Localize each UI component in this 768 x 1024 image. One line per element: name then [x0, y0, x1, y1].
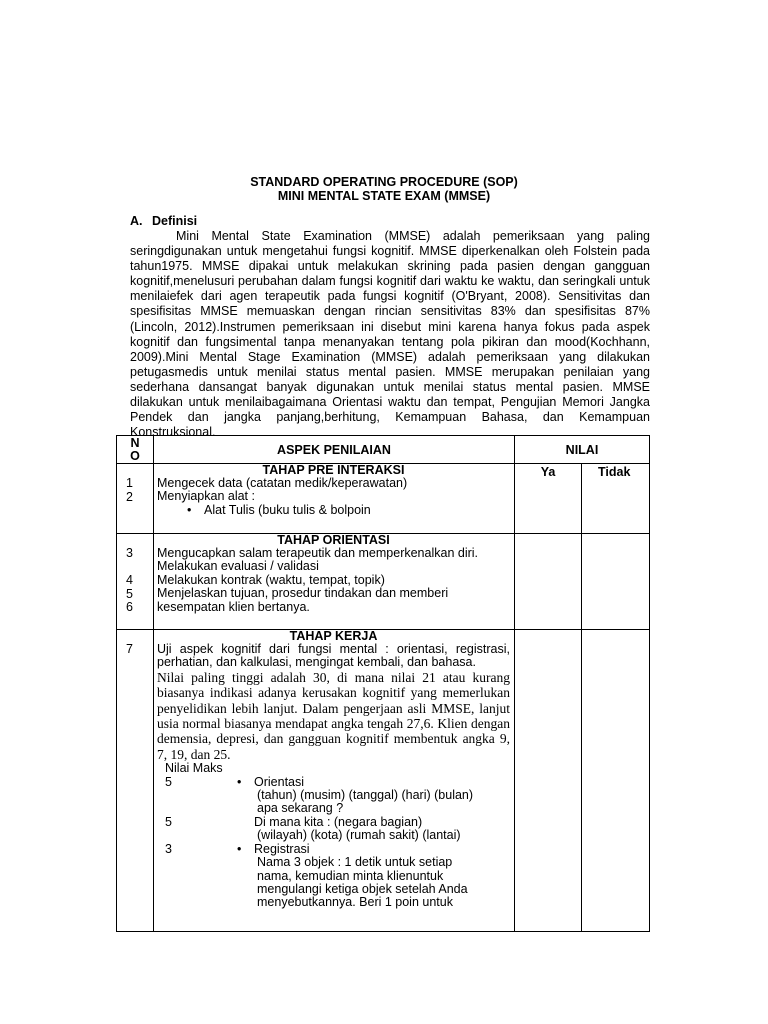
row-content	[154, 534, 515, 630]
row-content	[154, 464, 515, 534]
nilai-ya-cell	[515, 534, 582, 630]
doc-title-line1: STANDARD OPERATING PROCEDURE (SOP)	[250, 175, 518, 189]
nilai-ya-cell	[515, 464, 582, 534]
stage-orientasi: TAHAP ORIENTASI	[277, 533, 390, 547]
definition-paragraph: Mini Mental State Examination (MMSE) adalah pemeriksaan yang paling seringdigunakan untuk mengetahui fungsi kognitif. MMSE diperkenalkan oleh Folstein pada tahun1975. MMSE dipakai untuk melakukan skrining pada pasien dengan gangguan kognitif,menelusuri perubahan dalam fungsi kognitif dari waktu ke waktu, dan seringkali untuk menilaiefek dari agen terapeutik pada fungsi kognitif (O'Bryant, 2008). Sensitivitas dan spesifisitas MMSE memuaskan dengan rincian sensitivitas 83% dan spesifisitas 87% (Lincoln, 2012).Instrumen pemeriksaan ini disebut mini karena hanya fokus pada aspek kognitif dan fungsimental tanpa menanyakan tentang pola pikiran dan mood(Kochhann, 2009).Mini Mental Stage Examination (MMSE) adalah pemeriksaan yang dilakukan petugasmedis untuk menilai status mental pasien. MMSE merupakan penilaian yang sederhana dansangat banyak digunakan untuk menilai status mental pasien. MMSE dilakukan untuk menilaibagaimana Orientasi waktu dan tempat, Pengujian Memori Jangka Pendek dan jangka panjang,berhitung, Kemampuan Bahasa, dan Kemampuan Konstruksional.	[130, 229, 650, 440]
item-1: Mengecek data (catatan medik/keperawatan)	[157, 476, 408, 490]
item-6: Menjelaskan tujuan, prosedur tindakan dan memberi kesempatan klien bertanya.	[157, 586, 449, 614]
nilai-maks-label: Nilai Maks	[165, 761, 223, 776]
nilai-ya-cell	[515, 630, 582, 932]
bullet-icon: •	[187, 502, 192, 517]
header-no: N O	[117, 436, 154, 464]
list-item: 5 • Orientasi	[165, 774, 305, 789]
table-row	[117, 534, 650, 630]
doc-title-line2: MINI MENTAL STATE EXAM (MMSE)	[277, 189, 491, 203]
table-header-row	[117, 436, 650, 464]
header-aspek: ASPEK PENILAIAN	[154, 436, 515, 464]
bullet-icon: •	[237, 774, 242, 789]
score-explanation: Nilai paling tinggi adalah 30, di mana nilai 21 atau kurang biasanya indikasi adanya kerusakan kognitif yang memerlukan penyelidikan lebih lanjut. Dalam pengerjaan asli MMSE, lanjut usia normal biasanya mendapat angka tengah 27,6. Klien dengan demensia, depresi, dan gangguan kognitif membentuk angka 9, 7, 19, dan 25.	[157, 669, 510, 762]
header-nilai: NILAI	[515, 436, 650, 464]
table-row	[117, 630, 650, 932]
row-numbers: 3 4 5 6	[117, 534, 154, 630]
row-content: TAHAP KERJA Uji aspek kognitif dari fungsi mental : orientasi, registrasi, perhatian, dan kalkulasi, mengingat kembali, dan bahasa. Nilai paling tinggi adalah 30, di mana nilai 21 atau kurang biasanya indikasi adanya kerusakan kognitif yang memerlukan penyelidikan lebih lanjut. Dalam pengerjaan asli MMSE, lanjut usia normal biasanya mendapat angka tengah 27,6. Klien dengan demensia, depresi, dan gangguan kognitif membentuk angka 9, 7, 19, dan 25. Nilai Maks 5 • Orientasi (tahun) (musim) (tanggal) (hari) (bulan) apa sekarang ? 5 Di mana kita : (negara bagian) (wilayah) (kota) (rumah sakit) (lantai) 3 • Registrasi Nama 3 objek : 1 detik untuk setiap nama, kemudian minta klienuntuk mengulangi ketiga objek setelah Anda menyebutkannya. Beri 1 poin untuk	[154, 630, 515, 932]
section-heading-text: Definisi	[152, 214, 198, 228]
section-heading-definisi	[130, 214, 197, 228]
item-7: Uji aspek kognitif dari fungsi mental : orientasi, registrasi, perhatian, dan kalkulasi, mengingat kembali, dan bahasa.	[157, 642, 510, 670]
list-item: 5 Di mana kita : (negara bagian)	[165, 814, 423, 829]
header-tidak: Tidak	[598, 465, 631, 479]
nilai-tidak-cell	[582, 464, 650, 534]
item-2: Menyiapkan alat :	[157, 489, 255, 504]
nilai-tidak-cell	[582, 630, 650, 932]
list-item: • Alat Tulis (buku tulis & bolpoin	[187, 502, 371, 517]
item-5: Melakukan kontrak (waktu, tempat, topik)	[157, 572, 385, 587]
item-4: Melakukan evaluasi / validasi	[157, 559, 319, 574]
item-3: Mengucapkan salam terapeutik dan memperkenalkan diri.	[157, 546, 479, 560]
assessment-table	[116, 435, 650, 932]
stage-pre-interaksi: TAHAP PRE INTERAKSI	[262, 463, 405, 477]
row-numbers: 7	[117, 630, 154, 932]
header-ya: Ya	[540, 465, 556, 479]
nilai-tidak-cell	[582, 534, 650, 630]
table-row	[117, 464, 650, 534]
bullet-icon: •	[237, 841, 242, 856]
section-letter: A.	[130, 214, 143, 228]
list-item: 3 • Registrasi	[165, 841, 310, 856]
row-numbers: 1 2	[117, 464, 154, 534]
stage-kerja: TAHAP KERJA	[289, 629, 378, 643]
